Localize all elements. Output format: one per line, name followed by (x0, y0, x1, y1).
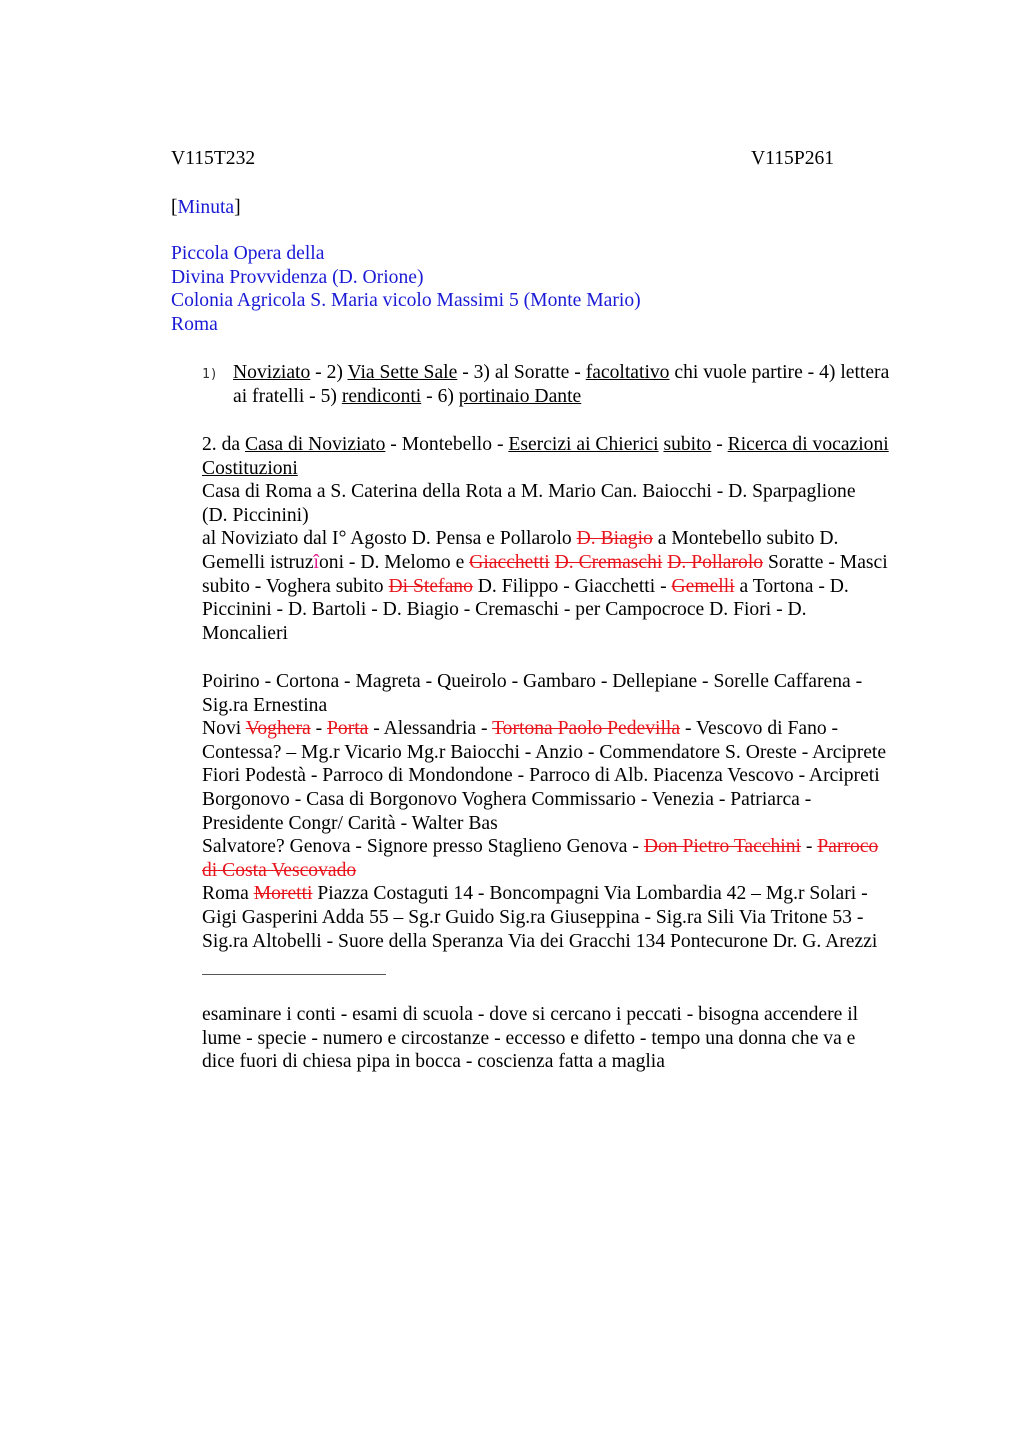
section-3-line: Sig.ra Altobelli - Suore della Speranza Via dei Gracchi 134 Pontecurone Dr. G. Arezzi (202, 930, 878, 952)
text-segment: - 3) al Soratte - (457, 362, 586, 383)
text-segment: chi vuole partire - 4) lettera (669, 362, 890, 383)
text-segment: Roma (202, 883, 254, 905)
section-3-line (202, 717, 942, 741)
struck-text: D. Cremaschi (554, 551, 663, 573)
text-segment: Gemelli istruz (202, 551, 314, 573)
underlined-text: rendiconti (341, 385, 422, 407)
text-segment: al Noviziato dal I° Agosto D. Pensa e Pollarolo (202, 528, 577, 550)
numbered-item-1 (202, 361, 942, 408)
item-1-line-1 (202, 361, 942, 385)
notes-paragraph (202, 1003, 942, 1074)
text-segment: oni - D. Melomo e (319, 551, 470, 573)
text-segment: - Vescovo di Fano - (680, 718, 839, 740)
section-2-line: Moncalieri (202, 622, 288, 644)
separator-rule (202, 974, 386, 975)
underlined-text: facoltativo (585, 362, 670, 383)
section-2-line (202, 551, 942, 575)
highlighted-char: î (313, 551, 319, 573)
struck-text: Giacchetti (469, 551, 550, 573)
minuta-label (171, 196, 241, 220)
struck-text: Di Stefano (388, 575, 473, 597)
section-3-line: Contessa? – Mg.r Vicario Mg.r Baiocchi - Anzio - Commendatore S. Oreste - Arciprete (202, 741, 887, 763)
section-3-line (202, 835, 942, 859)
struck-text: D. Pollarolo (667, 551, 764, 573)
section-3-line: Borgonovo - Casa di Borgonovo Voghera Commissario - Venezia - Patriarca - (202, 788, 812, 810)
address-block (171, 242, 641, 336)
address-line: Divina Provvidenza (D. Orione) (171, 266, 424, 288)
section-3-line: di Costa Vescovado (202, 859, 357, 881)
struck-text: Voghera (245, 718, 311, 740)
section-3-paragraph (202, 670, 942, 953)
text-segment: a Tortona - D. (734, 575, 849, 597)
text-segment: a Montebello subito D. (652, 528, 839, 550)
underlined-text: portinaio Dante (458, 385, 582, 407)
underlined-text: subito (663, 434, 712, 455)
text-segment: - (310, 718, 327, 740)
section-2-line: Costituzioni (202, 457, 298, 479)
text-segment: - 6) (421, 385, 459, 407)
struck-text: Tortona Paolo Pedevilla (492, 718, 681, 740)
section-2-line: Piccinini - D. Bartoli - D. Biagio - Cremaschi - per Campocroce D. Fiori - D. (202, 599, 807, 621)
text-segment: Soratte - Masci (763, 551, 888, 573)
address-line: Roma (171, 313, 218, 335)
underlined-text: Casa di Noviziato (245, 434, 386, 455)
section-2-line (202, 575, 942, 599)
underlined-text: Noviziato (233, 362, 311, 383)
text-segment: D. Filippo - Giacchetti - (472, 575, 672, 597)
address-line: Piccola Opera della (171, 243, 325, 264)
struck-text: Don Pietro Tacchini (643, 836, 801, 858)
text-segment: Salvatore? Genova - Signore presso Staglieno Genova - (202, 836, 644, 858)
text-segment: - 2) (310, 362, 348, 383)
text-segment: 2. da (202, 434, 245, 455)
struck-text: Gemelli (671, 575, 735, 597)
text-segment: subito - Voghera subito (202, 575, 389, 597)
header-left-code: V115T232 (171, 148, 256, 169)
underlined-text: Ricerca di vocazioni (727, 434, 889, 455)
struck-text: Parroco (817, 836, 879, 858)
text-segment: - Alessandria - (368, 718, 493, 740)
item-1-line-2 (202, 385, 942, 409)
section-2-line: (D. Piccinini) (202, 504, 309, 526)
text-segment: - (801, 836, 818, 858)
underlined-text: Esercizi ai Chierici (508, 434, 659, 455)
bracket-close: ] (234, 197, 241, 218)
section-3-line: Poirino - Cortona - Magreta - Queirolo - Gambaro - Dellepiane - Sorelle Caffarena - (202, 671, 863, 692)
text-segment: ai fratelli - 5) (233, 385, 342, 407)
struck-text: Moretti (253, 883, 313, 905)
underlined-text: Via Sette Sale (347, 362, 458, 383)
section-3-line: Presidente Congr/ Carità - Walter Bas (202, 812, 498, 834)
notes-line: lume - specie - numero e circostanze - eccesso e difetto - tempo una donna che va e (202, 1027, 856, 1049)
minuta-text: Minuta (177, 197, 235, 218)
address-line: Colonia Agricola S. Maria vicolo Massimi 5 (Monte Mario) (171, 290, 641, 312)
section-2-line: Casa di Roma a S. Caterina della Rota a M. Mario Can. Baiocchi - D. Sparpaglione (202, 481, 856, 503)
struck-text: Porta (327, 718, 369, 740)
text-segment: Piazza Costaguti 14 - Boncompagni Via Lombardia 42 – Mg.r Solari - (312, 883, 868, 905)
notes-line: dice fuori di chiesa pipa in bocca - coscienza fatta a maglia (202, 1051, 665, 1073)
text-segment: - Montebello - (385, 434, 509, 455)
section-3-line: Fiori Podestà - Parroco di Mondondone - Parroco di Alb. Piacenza Vescovo - Arcipreti (202, 765, 880, 787)
section-3-line: Sig.ra Ernestina (202, 694, 328, 716)
bracket-open: [ (171, 197, 178, 218)
text-segment: Novi (202, 718, 246, 740)
list-number: 1) (202, 367, 218, 382)
section-3-line (202, 882, 942, 906)
struck-text: D. Biagio (576, 528, 653, 550)
section-2-paragraph (202, 433, 942, 645)
notes-line: esaminare i conti - esami di scuola - dove si cercano i peccati - bisogna accendere il (202, 1004, 859, 1025)
header-right-code: V115P261 (751, 148, 835, 169)
section-2-line (202, 527, 942, 551)
section-3-line: Gigi Gasperini Adda 55 – Sg.r Guido Sig.ra Giuseppina - Sig.ra Sili Via Tritone 53 - (202, 906, 864, 928)
text-segment: - (711, 434, 728, 455)
section-2-line (202, 433, 942, 457)
